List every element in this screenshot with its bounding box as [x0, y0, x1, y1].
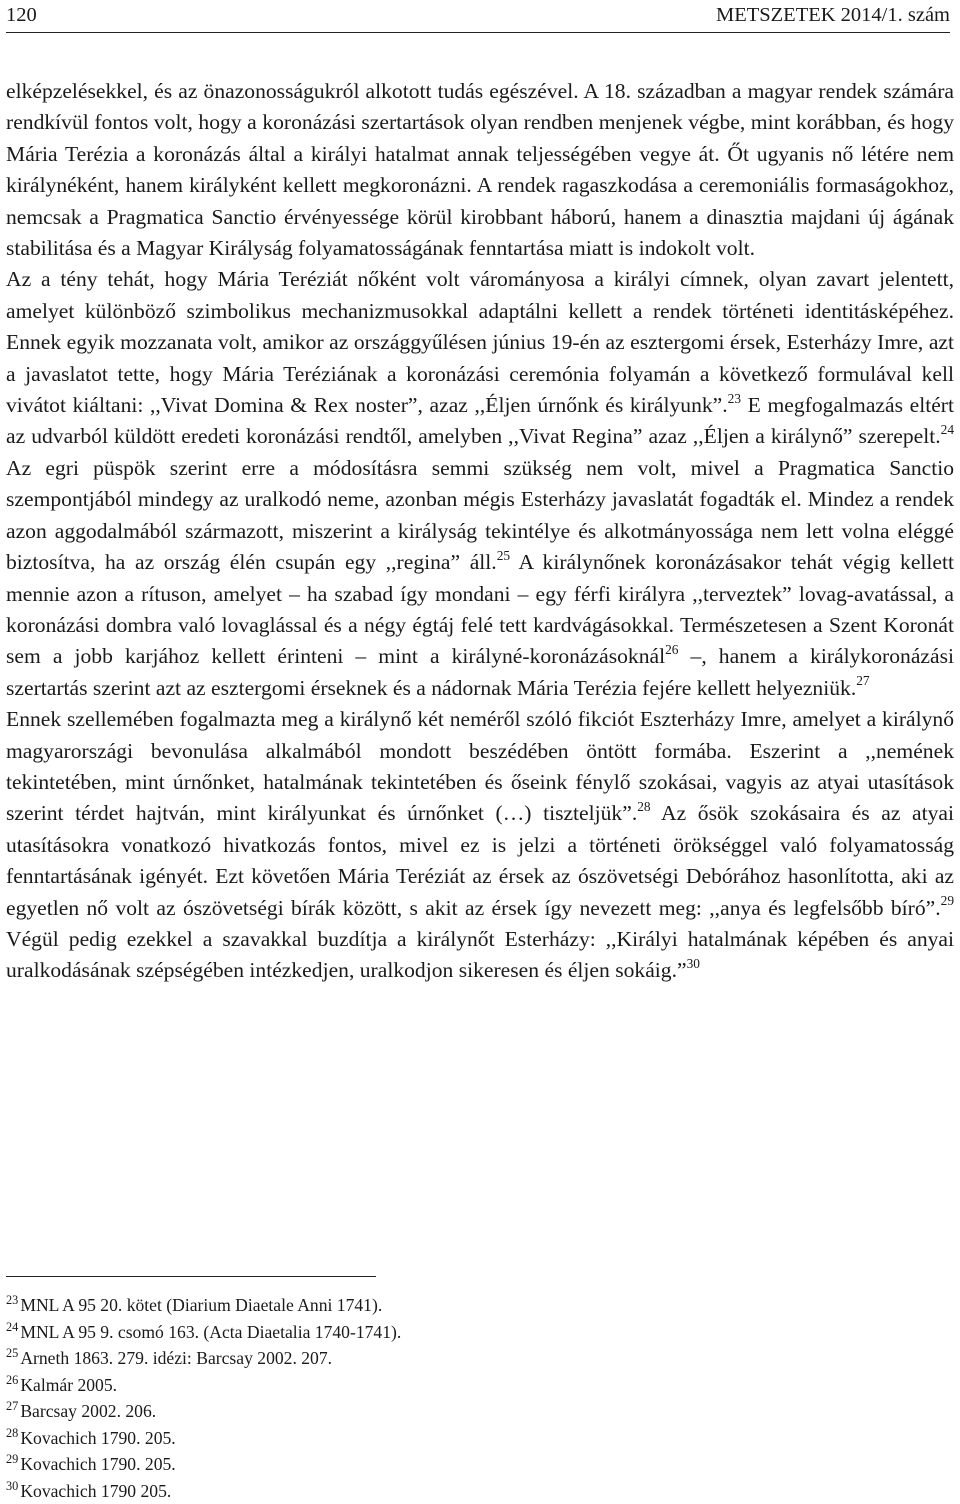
paragraph-2: [6, 264, 954, 704]
paragraph-3-text-1: Ennek szellemében fogalmazta meg a királynő két neméről szóló fikciót Eszterházy Imre, amelyet a királynő magyarországi bevonulása alkalmából mondott beszédében öntött formába. Eszerint a ,,nemének tekintetében, mint úrnőnket, hatalmának tekintetében és őseink fénylő szokásai, vagyis az atyai utasítások szerint térdet hajtván, mint királyunkat és úrnőnket (…) tiszteljük”.: [6, 707, 954, 825]
footnote-30: [6, 1478, 946, 1504]
footnote-text: Kovachich 1790. 205.: [20, 1428, 175, 1448]
header-rule: [6, 32, 950, 33]
paragraph-1: [6, 76, 954, 264]
footnote-ref-23[interactable]: 23: [728, 391, 741, 406]
footnote-23: [6, 1292, 946, 1319]
footnote-28: [6, 1425, 946, 1452]
footnote-number: 28: [6, 1426, 18, 1440]
footnote-number: 24: [6, 1320, 18, 1334]
paragraph-2-text-3: Az egri püspök szerint erre a módosításra semmi szükség nem volt, mivel a Pragmatica Sanctio szempontjából mindegy az uralkodó neme, azonban mégis Esterházy javaslatát fogadták el. Mindez a rendek azon aggodalmából származott, miszerint a királyság tekintélye és alkotmányossága nem lett volna eléggé biztosítva, ha az ország élén csupán egy ,,regina” áll.: [6, 456, 954, 574]
footnote-27: [6, 1398, 946, 1425]
footnote-24: [6, 1319, 946, 1346]
footnote-ref-30[interactable]: 30: [687, 956, 700, 971]
footnote-number: 27: [6, 1399, 18, 1413]
footnote-25: [6, 1345, 946, 1372]
paragraph-2-text-4: A királynőnek koronázásakor tehát végig kellett mennie azon a rítuson, amelyet – ha szabad így mondani – egy férfi királyra ,,terveztek” lovag-avatással, a koronázási dombra való lovaglással és a négy égtáj felé tett kardvágásokkal. Természetesen a Szent Koronát sem a jobb karjához kellett érinteni – mint a királyné-koronázásoknál: [6, 550, 954, 668]
footnote-text: Barcsay 2002. 206.: [20, 1401, 156, 1421]
footnote-26: [6, 1372, 946, 1399]
journal-title: METSZETEK 2014/1. szám: [716, 2, 950, 28]
paragraph-3-text-3: Végül pedig ezekkel a szavakkal buzdítja a királynőt Esterházy: ,,Királyi hatalmának képében és anyai uralkodásának szépségében intézkedjen, uralkodjon sikeresen és éljen sokáig.”: [6, 927, 954, 982]
footnote-ref-24[interactable]: 24: [941, 422, 954, 437]
paragraph-3-text-2: Az ősök szokásaira és az atyai utasításokra vonatkozó hivatkozás fontos, mivel ez is jelzi a történeti örökséggel való folyamatosság fenntartásának igényét. Ezt követően Mária Teréziát az érsek az ószövetségi Debórához hasonlította, aki az egyetlen nő volt az ószövetségi bírák között, s akit az érsek így nevezett meg: ,,anya és legfelsőbb bíró”.: [6, 801, 954, 919]
footnote-ref-29[interactable]: 29: [941, 893, 954, 908]
footnote-text: Arneth 1863. 279. idézi: Barcsay 2002. 207.: [20, 1348, 332, 1368]
footnotes: [6, 1292, 946, 1504]
footnote-ref-27[interactable]: 27: [856, 673, 869, 688]
running-header: [6, 2, 950, 28]
footnote-number: 25: [6, 1346, 18, 1360]
paragraph-2-text-1: Az a tény tehát, hogy Mária Teréziát nőként volt várományosa a királyi címnek, olyan zavart jelentett, amelyet különböző szimbolikus mechanizmusokkal adaptálni kellett a rendek történeti identitásképéhez. Ennek egyik mozzanata volt, amikor az országgyűlésen június 19-én az esztergomi érsek, Esterházy Imre, azt a javaslatot tette, hogy Mária Teréziának a koronázási ceremónia folyamán a következő formulával kell vivátot kiáltani: ,,Vivat Domina & Rex noster”, azaz ,,Éljen úrnőnk és királyunk”.: [6, 267, 954, 417]
footnote-number: 29: [6, 1452, 18, 1466]
footnote-29: [6, 1451, 946, 1478]
footnote-ref-26[interactable]: 26: [665, 642, 678, 657]
footnote-ref-28[interactable]: 28: [637, 799, 650, 814]
footnote-text: Kovachich 1790 205.: [20, 1481, 171, 1501]
footnote-number: 26: [6, 1373, 18, 1387]
footnote-number: 23: [6, 1293, 18, 1307]
footnote-text: Kalmár 2005.: [20, 1375, 117, 1395]
page-number: 120: [6, 2, 37, 28]
paragraph-3: [6, 704, 954, 987]
paragraph-2-text-5: –, hanem a királykoronázási szertartás szerint azt az esztergomi érseknek és a nádornak Mária Terézia fejére kellett helyezniük.: [6, 644, 954, 699]
paragraph-1-text: elképzelésekkel, és az önazonosságukról alkotott tudás egészével. A 18. században a magyar rendek számára rendkívül fontos volt, hogy a koronázási szertartások olyan rendben menjenek végbe, mint korábban, és hogy Mária Terézia a koronázás által a királyi hatalmat annak teljességében vegye át. Őt ugyanis nő létére nem királynéként, hanem királyként kellett megkoronázni. A rendek ragaszkodása a ceremoniális formaságokhoz, nemcsak a Pragmatica Sanctio érvényessége körül kirobbant háború, hanem a dinasztia majdani új ágának stabilitása és a Magyar Királyság folyamatosságának fenntartása miatt is indokolt volt.: [6, 79, 954, 260]
footnote-rule: [6, 1276, 376, 1277]
footnote-number: 30: [6, 1479, 18, 1493]
footnote-text: MNL A 95 20. kötet (Diarium Diaetale Anni 1741).: [20, 1295, 382, 1315]
paragraph-2-text-2: E megfogalmazás eltért az udvarból küldött eredeti koronázási rendtől, amelyben ,,Vivat Regina” azaz ,,Éljen a királynő” szerepelt.: [6, 393, 954, 448]
footnote-text: MNL A 95 9. csomó 163. (Acta Diaetalia 1740-1741).: [20, 1322, 401, 1342]
body-text: [6, 76, 954, 987]
footnote-ref-25[interactable]: 25: [497, 548, 510, 563]
footnote-text: Kovachich 1790. 205.: [20, 1454, 175, 1474]
